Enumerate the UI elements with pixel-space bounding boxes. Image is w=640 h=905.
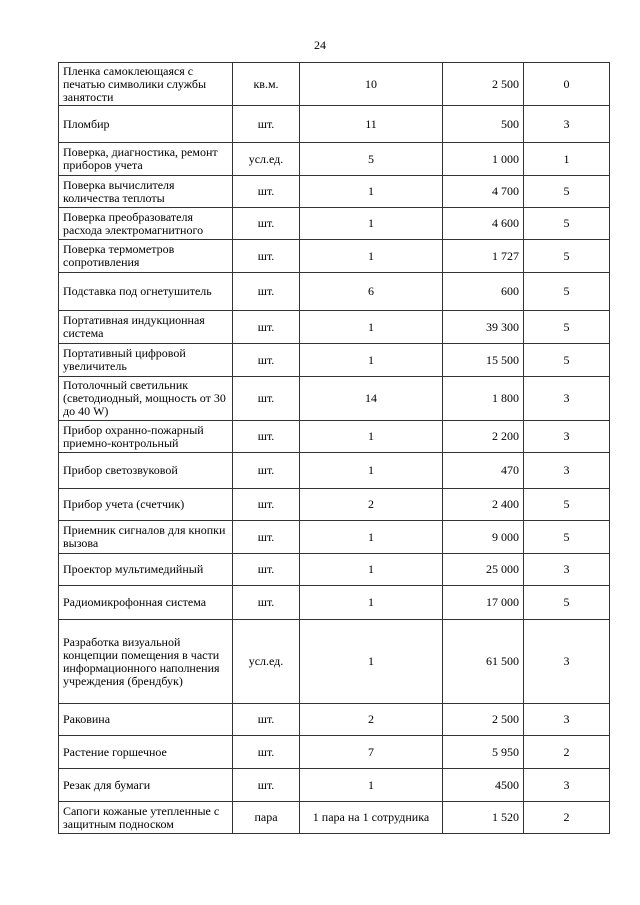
price-cell: 61 500 <box>443 620 524 704</box>
service-years-cell: 5 <box>524 240 610 273</box>
price-cell: 1 800 <box>443 377 524 421</box>
table-row <box>59 736 610 769</box>
quantity-cell: 1 пара на 1 сотрудника <box>300 802 443 834</box>
item-name-cell: Сапоги кожаные утепленные с защитным подноском <box>59 802 233 834</box>
quantity-cell: 10 <box>300 63 443 106</box>
unit-cell: шт. <box>233 736 300 769</box>
service-years-cell: 5 <box>524 586 610 620</box>
unit-cell: шт. <box>233 344 300 377</box>
price-cell: 470 <box>443 453 524 489</box>
item-name-cell: Прибор охранно-пожарный приемно-контрольный <box>59 421 233 453</box>
price-cell: 2 200 <box>443 421 524 453</box>
item-name-cell: Прибор светозвуковой <box>59 453 233 489</box>
quantity-cell: 1 <box>300 208 443 240</box>
item-name-cell: Пленка самоклеющаяся с печатью символики службы занятости <box>59 63 233 106</box>
quantity-cell: 1 <box>300 769 443 802</box>
quantity-cell: 1 <box>300 586 443 620</box>
price-cell: 9 000 <box>443 521 524 554</box>
unit-cell: пара <box>233 802 300 834</box>
service-years-cell: 3 <box>524 453 610 489</box>
unit-cell: усл.ед. <box>233 620 300 704</box>
item-name-cell: Поверка, диагностика, ремонт приборов учета <box>59 143 233 176</box>
table-row <box>59 208 610 240</box>
table-row <box>59 521 610 554</box>
price-cell: 4 700 <box>443 176 524 208</box>
item-name-cell: Прибор учета (счетчик) <box>59 489 233 521</box>
quantity-cell: 1 <box>300 176 443 208</box>
table-row <box>59 586 610 620</box>
item-name-cell: Подставка под огнетушитель <box>59 273 233 311</box>
price-cell: 15 500 <box>443 344 524 377</box>
quantity-cell: 1 <box>300 240 443 273</box>
quantity-cell: 6 <box>300 273 443 311</box>
service-years-cell: 5 <box>524 344 610 377</box>
unit-cell: шт. <box>233 208 300 240</box>
table-row <box>59 143 610 176</box>
table-row <box>59 802 610 834</box>
table-row <box>59 311 610 344</box>
quantity-cell: 1 <box>300 554 443 586</box>
service-years-cell: 1 <box>524 143 610 176</box>
unit-cell: шт. <box>233 240 300 273</box>
item-name-cell: Приемник сигналов для кнопки вызова <box>59 521 233 554</box>
unit-cell: шт. <box>233 176 300 208</box>
unit-cell: шт. <box>233 311 300 344</box>
service-years-cell: 5 <box>524 521 610 554</box>
unit-cell: шт. <box>233 106 300 143</box>
unit-cell: шт. <box>233 377 300 421</box>
unit-cell: шт. <box>233 554 300 586</box>
quantity-cell: 7 <box>300 736 443 769</box>
price-cell: 2 500 <box>443 704 524 736</box>
item-name-cell: Потолочный светильник (светодиодный, мощность от 30 до 40 W) <box>59 377 233 421</box>
item-name-cell: Портативный цифровой увеличитель <box>59 344 233 377</box>
price-cell: 4 600 <box>443 208 524 240</box>
quantity-cell: 2 <box>300 489 443 521</box>
table-row <box>59 769 610 802</box>
table-row <box>59 620 610 704</box>
service-years-cell: 5 <box>524 208 610 240</box>
item-name-cell: Поверка преобразователя расхода электромагнитного <box>59 208 233 240</box>
item-name-cell: Резак для бумаги <box>59 769 233 802</box>
service-years-cell: 5 <box>524 489 610 521</box>
quantity-cell: 1 <box>300 311 443 344</box>
price-cell: 500 <box>443 106 524 143</box>
service-years-cell: 2 <box>524 736 610 769</box>
item-name-cell: Радиомикрофонная система <box>59 586 233 620</box>
item-name-cell: Поверка вычислителя количества теплоты <box>59 176 233 208</box>
unit-cell: шт. <box>233 586 300 620</box>
quantity-cell: 1 <box>300 421 443 453</box>
item-name-cell: Проектор мультимедийный <box>59 554 233 586</box>
unit-cell: шт. <box>233 769 300 802</box>
unit-cell: шт. <box>233 704 300 736</box>
table-row <box>59 421 610 453</box>
price-cell: 2 500 <box>443 63 524 106</box>
table-row <box>59 240 610 273</box>
item-name-cell: Разработка визуальной концепции помещения в части информационного наполнения учреждения (брендбук) <box>59 620 233 704</box>
unit-cell: шт. <box>233 421 300 453</box>
price-cell: 600 <box>443 273 524 311</box>
quantity-cell: 1 <box>300 344 443 377</box>
page-number: 24 <box>314 38 326 52</box>
service-years-cell: 5 <box>524 273 610 311</box>
service-years-cell: 3 <box>524 620 610 704</box>
quantity-cell: 11 <box>300 106 443 143</box>
table-row <box>59 704 610 736</box>
table-row <box>59 489 610 521</box>
item-name-cell: Портативная индукционная система <box>59 311 233 344</box>
service-years-cell: 3 <box>524 377 610 421</box>
service-years-cell: 5 <box>524 176 610 208</box>
price-cell: 1 520 <box>443 802 524 834</box>
table-row <box>59 176 610 208</box>
quantity-cell: 1 <box>300 453 443 489</box>
unit-cell: шт. <box>233 273 300 311</box>
quantity-cell: 5 <box>300 143 443 176</box>
service-years-cell: 0 <box>524 63 610 106</box>
items-table-body <box>59 63 610 834</box>
item-name-cell: Растение горшечное <box>59 736 233 769</box>
table-row <box>59 377 610 421</box>
quantity-cell: 2 <box>300 704 443 736</box>
price-cell: 17 000 <box>443 586 524 620</box>
service-years-cell: 3 <box>524 106 610 143</box>
quantity-cell: 1 <box>300 620 443 704</box>
quantity-cell: 14 <box>300 377 443 421</box>
price-cell: 1 727 <box>443 240 524 273</box>
service-years-cell: 5 <box>524 311 610 344</box>
service-years-cell: 2 <box>524 802 610 834</box>
service-years-cell: 3 <box>524 769 610 802</box>
item-name-cell: Раковина <box>59 704 233 736</box>
table-row <box>59 554 610 586</box>
unit-cell: кв.м. <box>233 63 300 106</box>
service-years-cell: 3 <box>524 421 610 453</box>
price-cell: 2 400 <box>443 489 524 521</box>
unit-cell: шт. <box>233 489 300 521</box>
unit-cell: усл.ед. <box>233 143 300 176</box>
price-cell: 39 300 <box>443 311 524 344</box>
table-row <box>59 453 610 489</box>
price-cell: 1 000 <box>443 143 524 176</box>
table-row <box>59 273 610 311</box>
quantity-cell: 1 <box>300 521 443 554</box>
item-name-cell: Поверка термометров сопротивления <box>59 240 233 273</box>
table-row <box>59 344 610 377</box>
price-cell: 25 000 <box>443 554 524 586</box>
items-table <box>58 62 610 834</box>
unit-cell: шт. <box>233 521 300 554</box>
item-name-cell: Пломбир <box>59 106 233 143</box>
price-cell: 5 950 <box>443 736 524 769</box>
table-row <box>59 63 610 106</box>
service-years-cell: 3 <box>524 704 610 736</box>
service-years-cell: 3 <box>524 554 610 586</box>
unit-cell: шт. <box>233 453 300 489</box>
price-cell: 4500 <box>443 769 524 802</box>
table-row <box>59 106 610 143</box>
